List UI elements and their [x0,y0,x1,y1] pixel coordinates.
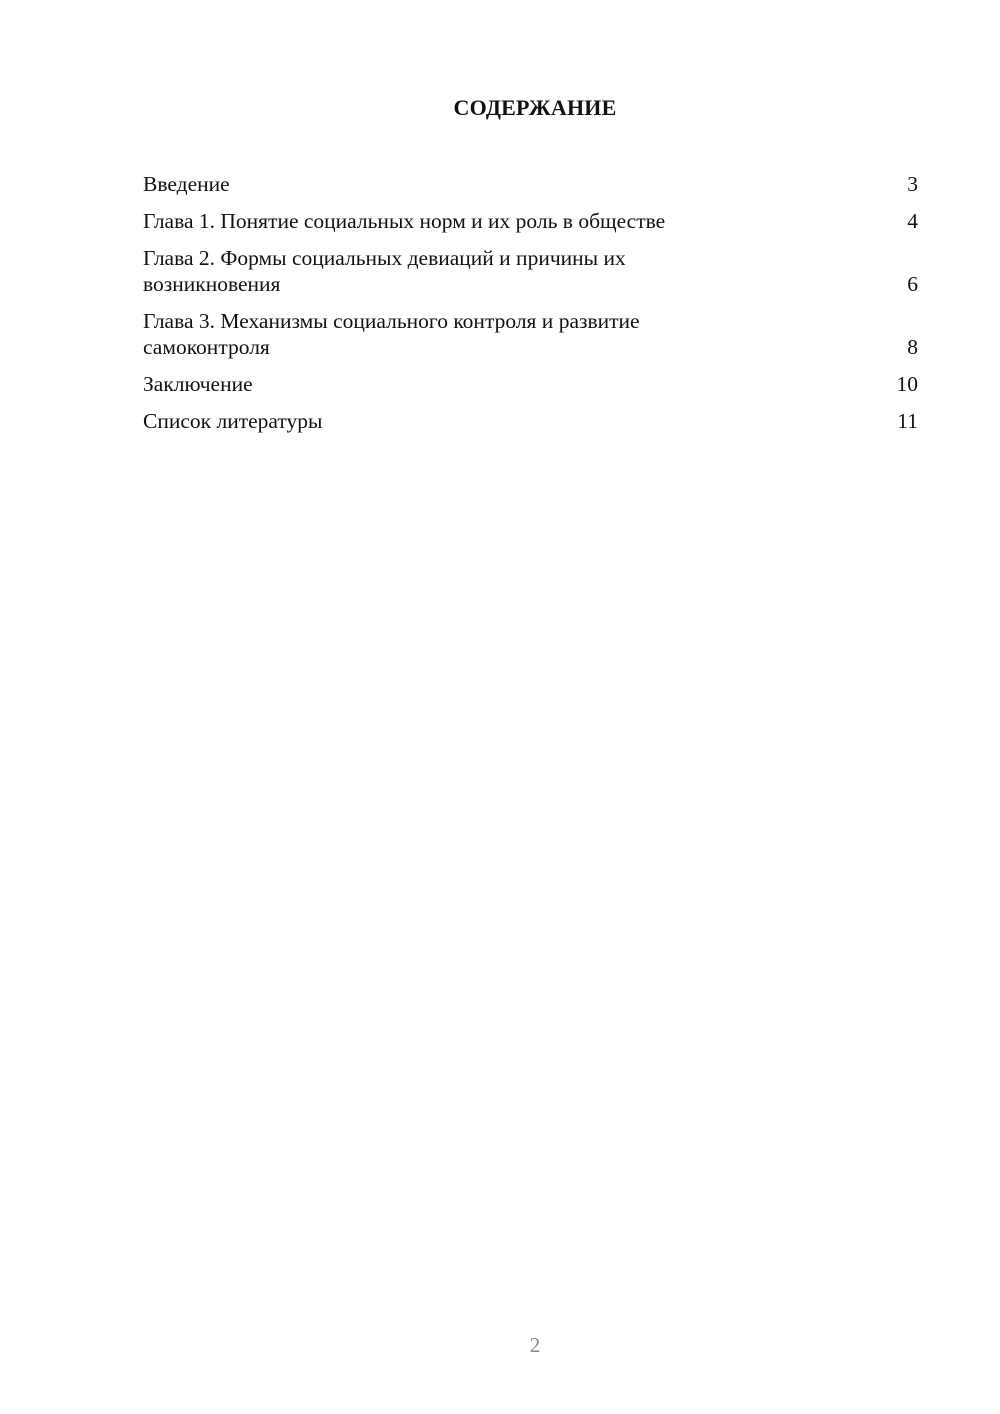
toc-entry-text: Введение [143,172,230,196]
toc-entry-chapter-1 [143,208,918,234]
page-number: 2 [529,1333,541,1357]
toc-entry-text: Глава 1. Понятие социальных норм и их роль в обществе [143,209,666,233]
toc-entry-chapter-2 [143,245,918,297]
toc-entry-introduction [143,171,918,197]
toc-entry-page: 8 [907,335,918,359]
toc-entry-page: 10 [896,372,918,396]
table-of-contents [143,171,918,445]
toc-entry-conclusion [143,371,918,397]
toc-entry-text: Глава 3. Механизмы социального контроля и развитие самоконтроля [143,309,640,359]
toc-entry-chapter-3 [143,308,918,360]
toc-entry-page: 3 [907,172,918,196]
toc-entry-page: 6 [907,272,918,296]
toc-entry-references [143,408,918,434]
toc-entry-text: Заключение [143,372,253,396]
toc-entry-text: Глава 2. Формы социальных девиаций и причины их возникновения [143,246,626,296]
toc-entry-page: 4 [907,209,918,233]
toc-entry-page: 11 [897,409,918,433]
page-title: СОДЕРЖАНИЕ [453,95,617,120]
toc-entry-text: Список литературы [143,409,323,433]
